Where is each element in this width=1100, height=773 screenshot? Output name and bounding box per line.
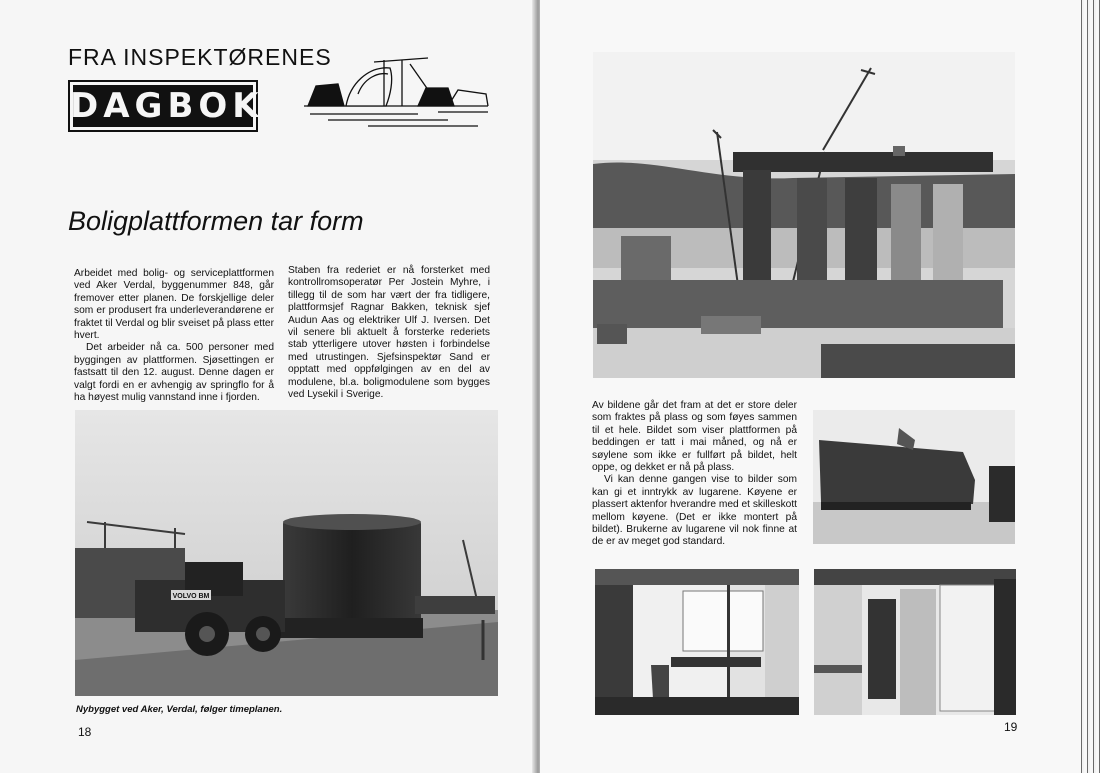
- photo-platform-on-slipway: [593, 52, 1015, 378]
- page-stack-edge: [1078, 0, 1100, 773]
- page-number: 19: [1004, 720, 1018, 734]
- page-number: 18: [78, 725, 92, 739]
- paragraph: Av bildene går det fram at det er store deler som fraktes på plass og som føyes sammen til et hele. Bildet som viser plattformen på beddingen er tatt i mai måned, og nå er søylene som ikke er fullført på bildet, helt oppe, og dekket er nå på plass.: [592, 400, 797, 474]
- shipyard-illustration: [298, 54, 494, 130]
- article-column-2: [288, 265, 490, 401]
- photo-module-transport: [813, 410, 1015, 544]
- photo-transport-tank: [75, 410, 498, 696]
- paragraph: Det arbeider nå ca. 500 personer med byggingen av plattformen. Sjøsettingen er fastsatt til den 12. august. Denne dagen er valgt fordi en er avhengig av springflo for å ha høyest mulig vannstand inne i fjorden.: [74, 342, 274, 404]
- section-kicker: FRA INSPEKTØRENES: [68, 44, 332, 70]
- right-column-text: [592, 400, 797, 549]
- article-column-1: [74, 268, 274, 404]
- loader-sign: VOLVO BM: [172, 593, 210, 600]
- photo-caption: Nybygget ved Aker, Verdal, følger timeplanen.: [76, 704, 283, 715]
- article-headline: Boligplattformen tar form: [68, 206, 364, 236]
- right-page: [540, 0, 1088, 773]
- masthead-logo: DAGBOK: [68, 80, 258, 132]
- photo-cabin-interior-2: [814, 569, 1016, 715]
- left-page: [0, 0, 536, 773]
- paragraph: Vi kan denne gangen vise to bilder som kan gi et inntrykk av lugarene. Køyene er plassert aktenfor hverandre med et skilleskott mellom køyene. (Det er ikke montert på bildet). Brukerne av lugarene vil nok finne at de er av meget god standard.: [592, 474, 797, 548]
- photo-cabin-interior-1: [595, 569, 799, 715]
- paragraph: Arbeidet med bolig- og serviceplattformen ved Aker Verdal, byggenummer 848, går fremover etter planen. De forskjellige deler som er produsert fra underleverandørene er fraktet til Verdal og blir sveiset på plass etter hvert.: [74, 268, 274, 342]
- paragraph: Staben fra rederiet er nå forsterket med kontrollromsoperatør Per Jostein Myhre, i tillegg til de som har vært der fra tidligere, plattformsjef Ragnar Bakken, teknisk sjef Audun Aas og elektriker Ulf J. Iversen. Det vil senere bli aktuelt å forsterke rederiets stab ytterligere utover høsten i forbindelse med utrustingen. Sjefsinspektør Sand er opptatt med oppfølgingen av en del av modulene, bl.a. boligmodulene som bygges ved Lysekil i Sverige.: [288, 265, 490, 401]
